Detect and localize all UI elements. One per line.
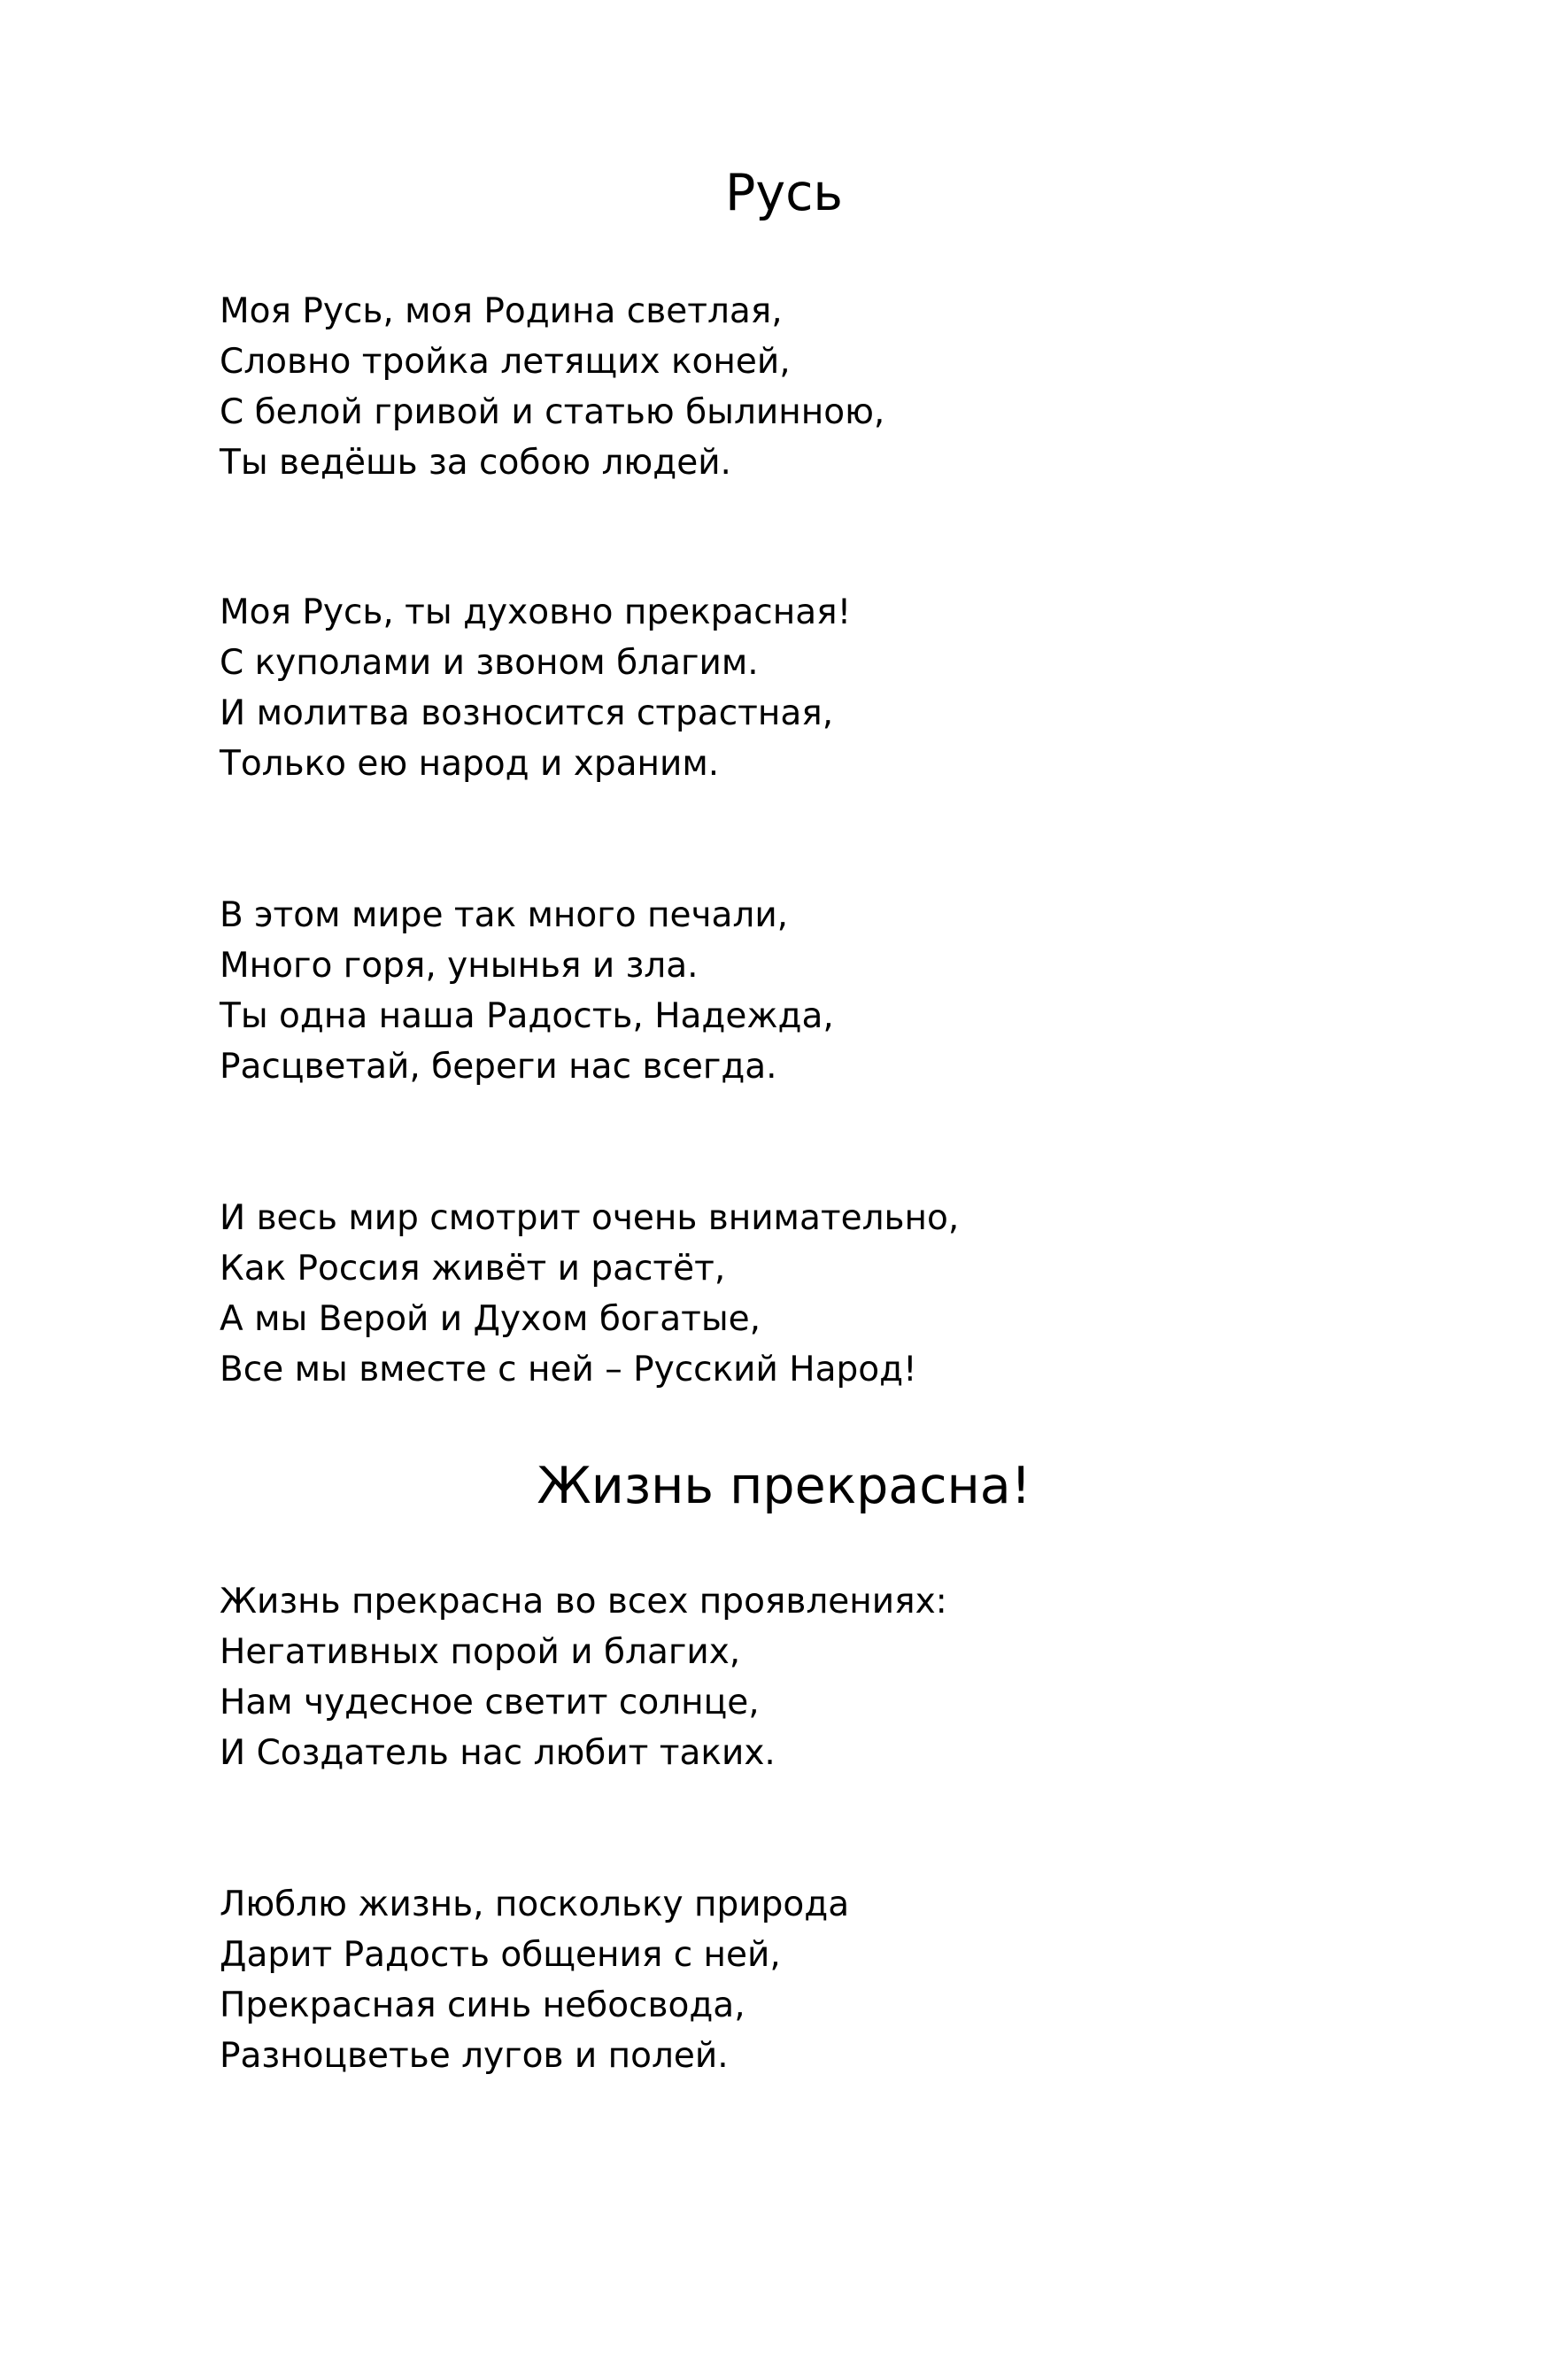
poem-stanza bbox=[220, 1193, 959, 1395]
poem-line: Ты одна наша Радость, Надежда, bbox=[220, 996, 834, 1036]
poem-line: И Создатель нас любит таких. bbox=[220, 1733, 776, 1773]
poem-stanza bbox=[220, 286, 884, 488]
poem-line: Негативных порой и благих, bbox=[220, 1632, 741, 1672]
poem-line: Дарит Радость общения с ней, bbox=[220, 1935, 781, 1975]
poem-line: Ты ведёшь за собою людей. bbox=[220, 443, 731, 483]
poem-line: Люблю жизнь, поскольку природа bbox=[220, 1885, 850, 1924]
poem-title: Русь bbox=[724, 164, 844, 222]
poem-line: И молитва возносится страстная, bbox=[220, 693, 834, 733]
poem-line: Моя Русь, моя Родина светлая, bbox=[220, 291, 783, 331]
poem-line: Разноцветье лугов и полей. bbox=[220, 2036, 729, 2076]
poem-line: Как Россия живёт и растёт, bbox=[220, 1249, 726, 1289]
poem-stanza bbox=[220, 890, 834, 1092]
poem-line: Моя Русь, ты духовно прекрасная! bbox=[220, 592, 852, 632]
poem-line: Словно тройка летящих коней, bbox=[220, 342, 791, 382]
poem-line: Прекрасная синь небосвода, bbox=[220, 1985, 745, 2025]
poem-line: Нам чудесное светит солнце, bbox=[220, 1683, 760, 1722]
poem-line: Все мы вместе с ней – Русский Народ! bbox=[220, 1350, 917, 1389]
poem-line: И весь мир смотрит очень внимательно, bbox=[220, 1198, 960, 1238]
poem-line: В этом мире так много печали, bbox=[220, 895, 789, 935]
poem-line: Расцветай, береги нас всегда. bbox=[220, 1047, 777, 1087]
poem-stanza bbox=[220, 1879, 849, 2081]
poem-line: Только ею народ и храним. bbox=[220, 744, 720, 784]
poem-line: С белой гривой и статью былинною, bbox=[220, 392, 885, 432]
poem-stanza bbox=[220, 587, 851, 789]
poem-line: Много горя, унынья и зла. bbox=[220, 946, 699, 986]
poem-line: Жизнь прекрасна во всех проявлениях: bbox=[220, 1582, 947, 1622]
poem-title: Жизнь прекрасна! bbox=[537, 1457, 1031, 1515]
poem-stanza bbox=[220, 1576, 947, 1778]
poem-line: А мы Верой и Духом богатые, bbox=[220, 1299, 761, 1339]
poem-line: С куполами и звоном благим. bbox=[220, 643, 759, 683]
